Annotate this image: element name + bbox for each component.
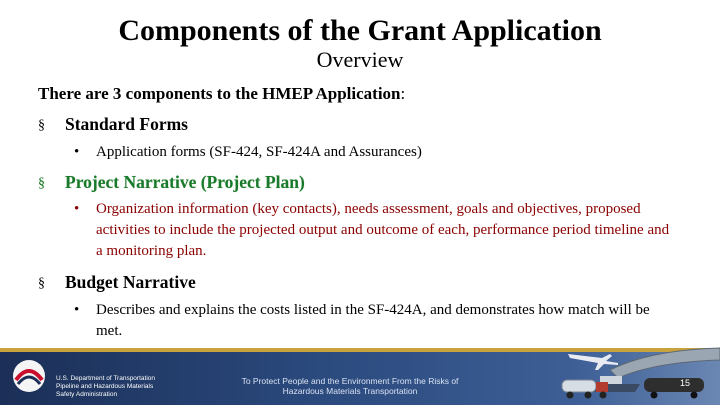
bullet-marker: •: [74, 144, 80, 160]
intro-text: [38, 84, 405, 104]
section-marker: §: [38, 176, 45, 191]
agency-name: [56, 375, 155, 399]
bullet-standard-forms: [74, 142, 674, 163]
mission-statement: [216, 376, 484, 396]
bullet-text: Describes and explains the costs listed in the SF-424A, and demonstrates how match will be met.: [96, 302, 650, 339]
section-budget-narrative: [38, 272, 196, 294]
mission-line: To Protect People and the Environment From the Risks of: [241, 376, 459, 386]
section-heading: Project Narrative (Project Plan): [65, 172, 305, 192]
section-standard-forms: [38, 114, 188, 136]
page-number: 15: [680, 378, 691, 388]
section-heading: Standard Forms: [65, 114, 188, 134]
bullet-marker: •: [74, 302, 80, 318]
bullet-project-narrative: [74, 199, 674, 262]
agency-line: Pipeline and Hazardous Materials: [56, 383, 154, 390]
agency-line: U.S. Department of Transportation: [56, 375, 155, 382]
bullet-text: Organization information (key contacts), needs assessment, goals and objectives, proposed activities to include the projected output and outcome of each, performance period timeline and a monitoring plan.: [96, 201, 670, 259]
bullet-text: Application forms (SF-424, SF-424A and Assurances): [96, 144, 422, 160]
slide-title: Components of the Grant Application: [118, 14, 602, 47]
dot-logo-icon: [10, 358, 48, 394]
slide-subtitle: Overview: [316, 47, 404, 72]
transport-scene-icon: [540, 340, 720, 405]
intro-colon: :: [400, 84, 406, 103]
section-marker: §: [38, 276, 45, 291]
mission-line: Hazardous Materials Transportation: [282, 386, 418, 396]
section-project-narrative: [38, 172, 305, 194]
section-heading: Budget Narrative: [65, 272, 196, 292]
agency-line: Safety Administration: [56, 391, 118, 398]
intro-label: There are 3 components to the HMEP Application: [38, 84, 401, 103]
bullet-budget-narrative: [74, 300, 674, 342]
section-marker: §: [38, 118, 45, 133]
bullet-marker: •: [74, 201, 80, 217]
